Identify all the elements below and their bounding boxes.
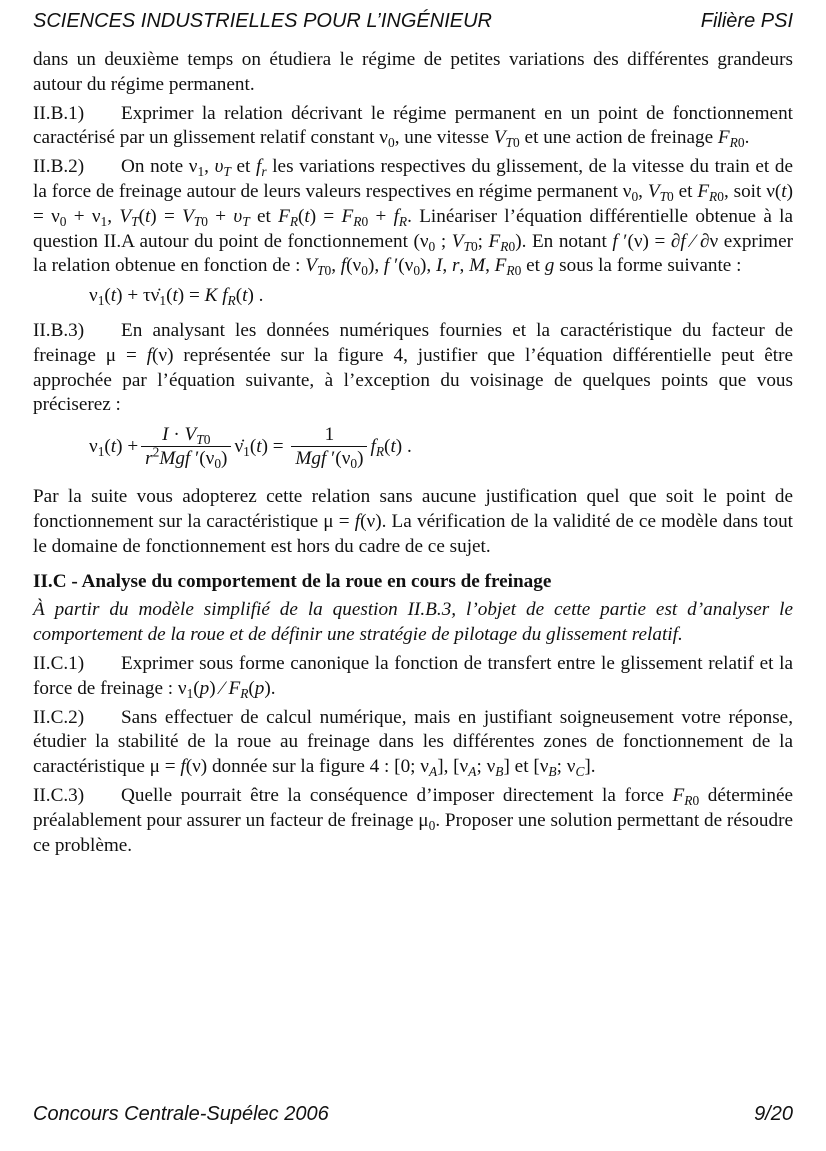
fraction-gain: $\frac{1}{Mgf '(\nu_0)}$: [291, 424, 367, 471]
section-intro: À partir du modèle simplifié de la question II.B.3, l’objet de cette partie est d’analyser le comportement de la roue et de définir une stratégie de pilotage du glissement relatif.: [33, 599, 793, 646]
header-track: Filière PSI: [700, 10, 793, 32]
question-label: II.C.3): [33, 784, 85, 806]
page-number: 9/20: [754, 1103, 793, 1125]
question-b1: II.B.1) Exprimer la relation décrivant le régime permanent en un point de fonctionnement caractérisé par un glissement relatif constant $\nu_0$, une vitesse $V_{T0}$ et une action de freinage $F_{R0}$.: [33, 102, 793, 151]
fraction-time-constant: $\frac{I \cdot V_{T0}}{r^2Mgf '(\nu_0)}$: [141, 424, 231, 471]
question-b3: II.B.3) En analysant les données numériques fournies et la caractéristique du facteur de freinage μ = f(ν) représentée sur la figure 4, justifier que l’équation différentielle peut être approchée par l’équation suivante, à l’exception du voisinage de quelques points que vous préciserez :: [33, 319, 793, 416]
question-b2: II.B.2) On note $\nu_1$, $\upsilon_T$ et $f_r$ les variations respectives du glissement, de la vitesse du train et de la force de freinage autour de leurs valeurs respectives en régime permanent $\nu_0$, $V_{T0}$ et $F_{R0}$, soit $\nu(t) = \nu_0 + \nu_1$, $V_T(t) = V_{T0} + \upsilon_T$ et $F_R(t) = F_{R0} + f_R$. Linéariser l’équation différentielle obtenue à la question II.A autour du point de fonctionnement ($\nu_0$ ; $V_{T0}$; $F_{R0}$). En notant f ′(ν) = ∂f ⁄ ∂ν exprimer la relation obtenue en fonction de : $V_{T0}$, $f(\nu_0)$, f $'(\nu_0)$, I, r, M, $F_{R0}$ et g sous la forme suivante : $\nu_1(t)$ + $\tau\nu̇_1(t) = K$ $f_R(t)$ .: [33, 156, 793, 309]
paragraph-intro: dans un deuxième temps on étudiera le régime de petites variations des différentes grandeurs autour du régime permanent.: [33, 49, 793, 95]
question-label: II.B.2): [33, 156, 85, 178]
question-label: II.C.1): [33, 652, 85, 674]
page-footer: [33, 1103, 793, 1126]
paragraph-model-note: Par la suite vous adopterez cette relation sans aucune justification quel que soit le point de fonctionnement sur la caractéristique μ = f(ν). La vérification de la validité de ce modèle dans tout le domaine de fonctionnement est hors du cadre de ce sujet.: [33, 486, 794, 557]
question-label: II.B.1): [33, 102, 85, 124]
equation-approximated: $\nu_1(t)$ + $\frac{I \cdot V_{T0}}{r^2Mgf '(\nu_0)}$ $\nu̇_1(t)$ = $\frac{1}{Mgf '(\nu_0)}$ $f_R(t)$ .: [89, 424, 412, 472]
question-label: II.B.3): [33, 319, 85, 341]
footer-exam: Concours Centrale-Supélec 2006: [33, 1103, 329, 1125]
document-page: [33, 0, 793, 1151]
question-c1: II.C.1) Exprimer sous forme canonique la fonction de transfert entre le glissement relatif et la force de freinage : $\nu_1(p)$ ⁄ $F_R(p)$.: [33, 652, 793, 701]
question-label: II.C.2): [33, 706, 85, 728]
header-title: SCIENCES INDUSTRIELLES POUR L’INGÉNIEUR: [33, 10, 492, 32]
question-c2: II.C.2) Sans effectuer de calcul numérique, mais en justifiant soigneusement votre réponse, étudier la stabilité de la roue au freinage dans les différentes zones de fonctionnement de la caractéristique μ = f(ν) donnée sur la figure 4 : [0; $\nu_A$], [$\nu_A$; $\nu_B$] et [$\nu_B$; $\nu_C$].: [33, 706, 793, 780]
equation-linearized: $\nu_1(t)$ + $\tau\nu̇_1(t) = K$ $f_R(t)$ .: [89, 285, 264, 309]
question-c3: II.C.3) Quelle pourrait être la conséquence d’imposer directement la force $F_{R0}$ déterminée préalablement pour assurer un facteur de freinage $\mu_0$. Proposer une solution permettant de résoudre ce problème.: [33, 784, 793, 856]
page-header: [33, 10, 793, 33]
section-title: II.C - Analyse du comportement de la roue en cours de freinage: [33, 570, 552, 592]
document-body: [33, 48, 793, 862]
